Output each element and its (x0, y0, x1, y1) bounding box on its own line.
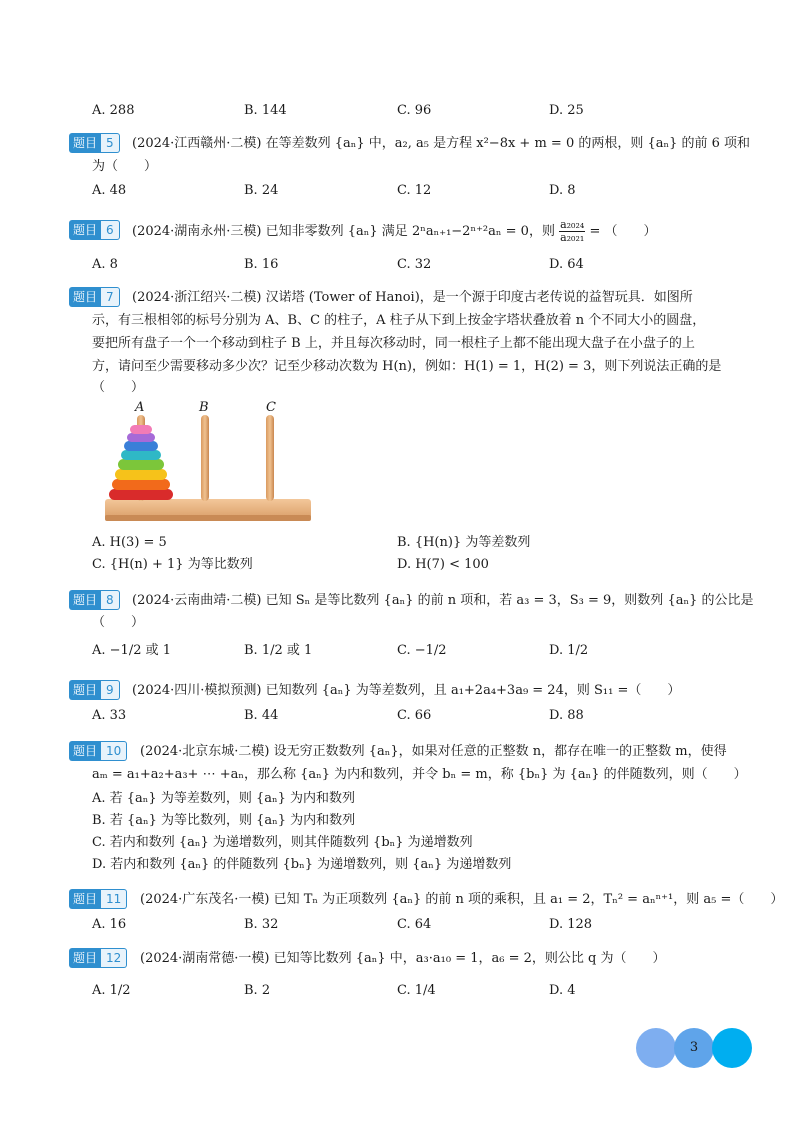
q11-option-b: B. 32 (244, 917, 279, 932)
q5-option-c: C. 12 (397, 183, 432, 198)
q6-option-a: A. 8 (92, 257, 118, 272)
q11-option-a: A. 16 (92, 917, 127, 932)
question-number: 6 (101, 220, 120, 240)
pole-b (201, 415, 209, 501)
question-7-line-3: 要把所有盘子一个一个移动到柱子 B 上，并且每次移动时，同一根柱子上都不能出现大盘子在小盘子的上 (92, 336, 695, 351)
page-number-badge (636, 1028, 752, 1068)
question-tag-10 (69, 741, 127, 761)
label-a: A (135, 400, 145, 415)
q10-option-d: D. 若内和数列 {aₙ} 的伴随数列 {bₙ} 为递增数列，则 {aₙ} 为递增数列 (92, 857, 512, 872)
q6-option-d: D. 64 (549, 257, 584, 272)
q9-option-a: A. 33 (92, 708, 127, 723)
question-6-fraction (559, 219, 585, 244)
question-5-line-2: 为（ ） (92, 159, 158, 174)
q8-option-c: C. −1/2 (397, 643, 447, 658)
question-7-line-5: （ ） (92, 380, 145, 395)
q11-option-d: D. 128 (549, 917, 593, 932)
q7-option-b: B. {H(n)} 为等差数列 (397, 535, 531, 550)
q8-option-b: B. 1/2 或 1 (244, 643, 313, 658)
fraction-numerator: a₂₀₂₄ (560, 218, 585, 231)
q6-option-c: C. 32 (397, 257, 432, 272)
badge-circle-right (712, 1028, 752, 1068)
label-c: C (266, 400, 276, 415)
question-tag-label: 题目 (69, 889, 101, 909)
question-10-line-2: aₘ = a₁+a₂+a₃+ ⋯ +aₙ，那么称 {aₙ} 为内和数列，并令 bₙ = m，称 {bₙ} 为 {aₙ} 的伴随数列，则（ ） (92, 767, 747, 782)
disk-8 (130, 425, 152, 434)
q12-option-c: C. 1/4 (397, 983, 436, 998)
question-10-line-1: (2024·北京东城·二模) 设无穷正数数列 {aₙ}，如果对任意的正整数 n，都存在唯一的正整数 m，使得 (140, 744, 727, 759)
question-tag-label: 题目 (69, 680, 101, 700)
q9-option-c: C. 66 (397, 708, 432, 723)
question-12-line-1: (2024·湖南常德·一模) 已知等比数列 {aₙ} 中，a₃·a₁₀ = 1，a₆ = 2，则公比 q 为（ ） (140, 951, 666, 966)
question-number: 7 (101, 287, 120, 307)
question-tag-9 (69, 680, 120, 700)
question-9-line-1: (2024·四川·模拟预测) 已知数列 {aₙ} 为等差数列，且 a₁+2a₄+3a₉ = 24，则 S₁₁ =（ ） (132, 683, 681, 698)
question-7-line-4: 方，请问至少需要移动多少次？记至少移动次数为 H(n)，例如：H(1) = 1，H(2) = 3，则下列说法正确的是 (92, 359, 722, 374)
q4-option-a: A. 288 (92, 103, 135, 118)
question-7-line-2: 示，有三根相邻的标号分别为 A、B、C 的柱子，A 柱子从下到上按金字塔状叠放着 n 个不同大小的圆盘， (92, 313, 706, 328)
page-number: 3 (689, 1040, 699, 1055)
q5-option-b: B. 24 (244, 183, 279, 198)
disk-7 (127, 433, 155, 442)
question-5-line-1: (2024·江西赣州·二模) 在等差数列 {aₙ} 中，a₂, a₅ 是方程 x²−8x + m = 0 的两根，则 {aₙ} 的前 6 项和 (132, 136, 751, 151)
q5-option-d: D. 8 (549, 183, 576, 198)
q7-option-a: A. H(3) = 5 (92, 535, 167, 550)
question-tag-5 (69, 133, 120, 153)
q5-option-a: A. 48 (92, 183, 127, 198)
question-tag-label: 题目 (69, 590, 101, 610)
badge-circle-left (636, 1028, 676, 1068)
question-tag-7 (69, 287, 120, 307)
question-11-line-1: (2024·广东茂名·一模) 已知 Tₙ 为正项数列 {aₙ} 的前 n 项的乘积，且 a₁ = 2，Tₙ² = aₙⁿ⁺¹，则 a₅ =（ ） (140, 892, 784, 907)
question-tag-label: 题目 (69, 948, 101, 968)
question-tag-12 (69, 948, 127, 968)
disk-3 (115, 469, 167, 480)
question-tag-label: 题目 (69, 220, 101, 240)
question-number: 9 (101, 680, 120, 700)
disk-2 (112, 479, 170, 490)
q10-option-b: B. 若 {aₙ} 为等比数列，则 {aₙ} 为内和数列 (92, 813, 356, 828)
question-number: 10 (101, 741, 127, 761)
q10-option-a: A. 若 {aₙ} 为等差数列，则 {aₙ} 为内和数列 (92, 791, 356, 806)
q12-option-b: B. 2 (244, 983, 271, 998)
q8-option-d: D. 1/2 (549, 643, 589, 658)
question-tag-label: 题目 (69, 741, 101, 761)
question-tag-8 (69, 590, 120, 610)
q9-option-d: D. 88 (549, 708, 584, 723)
question-6-text: (2024·湖南永州·三模) 已知非零数列 {aₙ} 满足 2ⁿaₙ₊₁−2ⁿ⁺²aₙ = 0，则 (132, 224, 555, 239)
q7-option-c: C. {H(n) + 1} 为等比数列 (92, 557, 253, 572)
q8-option-a: A. −1/2 或 1 (92, 643, 172, 658)
q4-option-d: D. 25 (549, 103, 584, 118)
pole-c (266, 415, 274, 501)
wooden-base-edge (105, 515, 311, 521)
question-number: 8 (101, 590, 120, 610)
question-tag-11 (69, 889, 127, 909)
question-8-line-2: （ ） (92, 615, 145, 630)
question-number: 5 (101, 133, 120, 153)
label-b: B (199, 400, 209, 415)
q10-option-c: C. 若内和数列 {aₙ} 为递增数列，则其伴随数列 {bₙ} 为递增数列 (92, 835, 473, 850)
disk-6 (124, 441, 158, 451)
q4-option-c: C. 96 (397, 103, 432, 118)
q12-option-d: D. 4 (549, 983, 576, 998)
q4-option-b: B. 144 (244, 103, 287, 118)
tower-of-hanoi-figure (100, 393, 320, 525)
question-tag-label: 题目 (69, 133, 101, 153)
question-tag-label: 题目 (69, 287, 101, 307)
question-number: 12 (101, 948, 127, 968)
question-7-line-1: (2024·浙江绍兴·二模) 汉诺塔 (Tower of Hanoi)，是一个源于印度古老传说的益智玩具．如图所 (132, 290, 693, 305)
disk-1 (109, 489, 173, 500)
fraction-denominator: a₂₀₂₁ (560, 231, 585, 244)
question-number: 11 (101, 889, 127, 909)
q7-option-d: D. H(7) < 100 (397, 557, 489, 572)
question-6-tail: = （ ） (589, 224, 657, 239)
q6-option-b: B. 16 (244, 257, 279, 272)
question-6-line-1 (132, 218, 657, 244)
question-tag-6 (69, 220, 120, 240)
q12-option-a: A. 1/2 (92, 983, 131, 998)
disk-5 (121, 450, 161, 460)
q9-option-b: B. 44 (244, 708, 279, 723)
question-8-line-1: (2024·云南曲靖·二模) 已知 Sₙ 是等比数列 {aₙ} 的前 n 项和，若 a₃ = 3，S₃ = 9，则数列 {aₙ} 的公比是 (132, 593, 754, 608)
disk-4 (118, 459, 164, 470)
q11-option-c: C. 64 (397, 917, 432, 932)
